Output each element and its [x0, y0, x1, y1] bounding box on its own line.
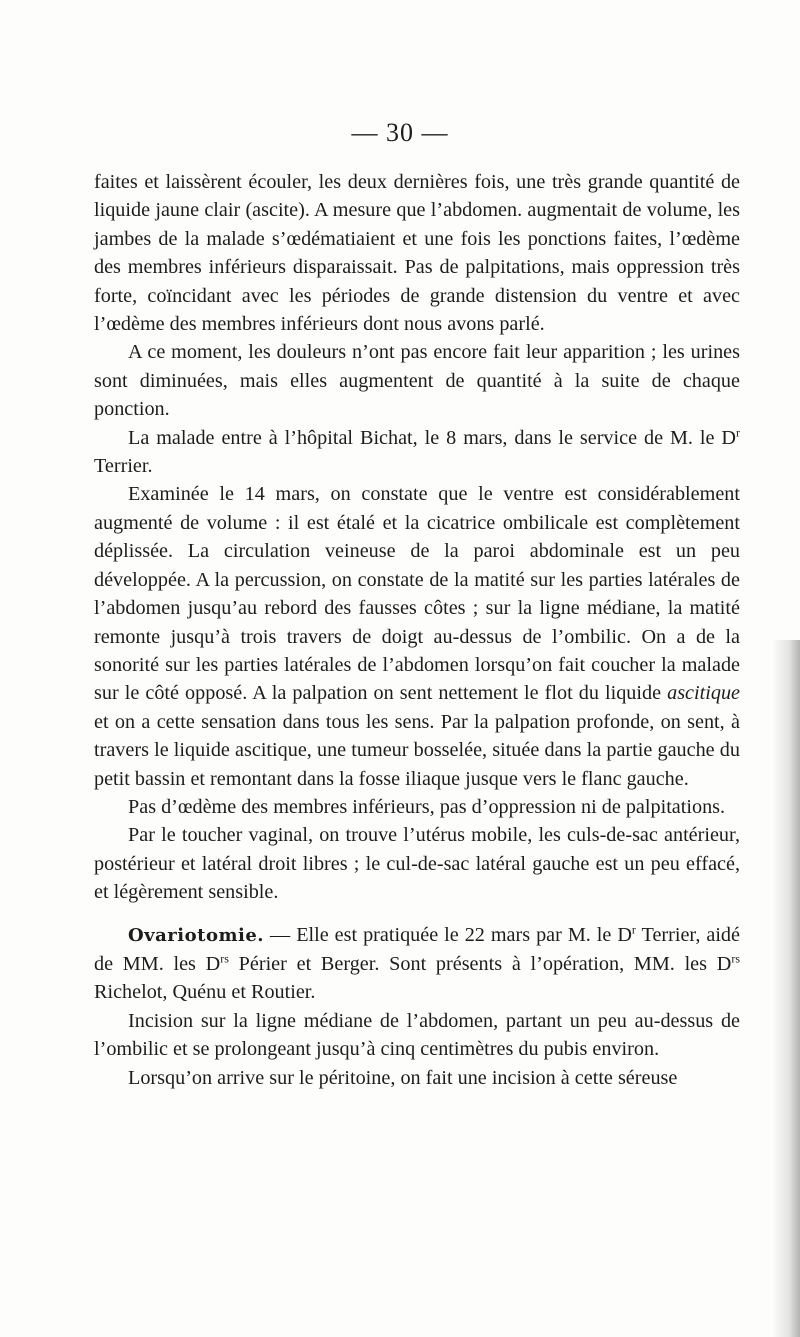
page-number: — 30 —	[351, 118, 449, 147]
section-title-ovariotomy: Ovariotomie.	[128, 924, 265, 946]
paragraph-history-ascites: faites et laissèrent écouler, les deux dernières fois, une très grande quantité de liquide jaune clair (ascite). A mesure que l’abdomen. augmentait de volume, les jambes de la malade s’œdématiaient et une fois les ponctions faites, l’œdème des membres inférieurs disparaissait. Pas de palpitations, mais oppression très forte, coïncidant avec les périodes de grande distension du ventre et avec l’œdème des membres inférieurs dont nous avons parlé.	[94, 171, 740, 336]
paragraph-pain-urine: A ce moment, les douleurs n’ont pas encore fait leur apparition ; les urines sont diminuées, mais elles augmentent de quantité à la suite de chaque ponction.	[94, 341, 740, 421]
examination-text-end: et on a cette sensation dans tous les sens. Par la palpation profonde, on sent, à travers le liquide ascitique, une tumeur bosselée, située dans la partie gauche du petit bassin et remontant dans la fosse iliaque jusque vers le flanc gauche.	[94, 710, 740, 790]
paragraph-admission	[94, 424, 740, 481]
body-text	[94, 168, 740, 1092]
paragraph-incision: Incision sur la ligne médiane de l’abdomen, partant un peu au-dessus de l’ombilic et se prolongeant jusqu’à cinq centimètres du pubis environ.	[94, 1009, 740, 1061]
ovariotomy-text-c: Périer et Berger. Sont présents à l’opération, MM. les D	[228, 952, 732, 975]
ovariotomy-text-a: — Elle est pratiquée le 22 mars par M. le D	[264, 923, 632, 946]
superscript: r	[631, 921, 636, 936]
superscript: r	[736, 424, 740, 439]
page-edge-stain	[772, 640, 800, 1337]
italic-term: ascitique	[667, 682, 740, 705]
admission-text: La malade entre à l’hôpital Bichat, le 8 mars, dans le service de M. le D	[128, 426, 736, 449]
superscript: rs	[731, 951, 740, 966]
paragraph-peritoneum: Lorsqu’on arrive sur le péritoine, on fait une incision à cette séreuse	[128, 1066, 678, 1089]
admission-text-end: Terrier.	[94, 455, 153, 478]
paragraph-examination	[94, 480, 740, 792]
ovariotomy-text-d: Richelot, Quénu et Routier.	[94, 981, 316, 1004]
paragraph-ovariotomy	[94, 921, 740, 1007]
examination-text: Examinée le 14 mars, on constate que le ventre est considérablement augmenté de volume : il est étalé et la cicatrice ombilicale est complètement déplissée. La circulation veineuse de la paroi abdominale est un peu développée. A la percussion, on constate de la matité sur les parties latérales de l’abdomen jusqu’au rebord des fausses côtes ; sur la ligne médiane, la matité remonte jusqu’à trois travers de doigt au-dessus de l’ombilic. On a de la sonorité sur les parties latérales de l’abdomen lorsqu’on fait coucher la malade sur le côté opposé. A la palpation on sent nettement le flot du liquide	[94, 483, 740, 705]
paragraph-vaginal-exam: Par le toucher vaginal, on trouve l’utérus mobile, les culs-de-sac antérieur, postérieur et latéral droit libres ; le cul-de-sac latéral gauche est un peu effacé, et légèrement sensible.	[94, 824, 740, 904]
ovariotomy-text-b: Terrier, aidé de MM. les D	[94, 923, 740, 975]
paragraph-no-edema: Pas d’œdème des membres inférieurs, pas d’oppression ni de palpitations.	[128, 795, 726, 818]
superscript: rs	[220, 951, 229, 966]
